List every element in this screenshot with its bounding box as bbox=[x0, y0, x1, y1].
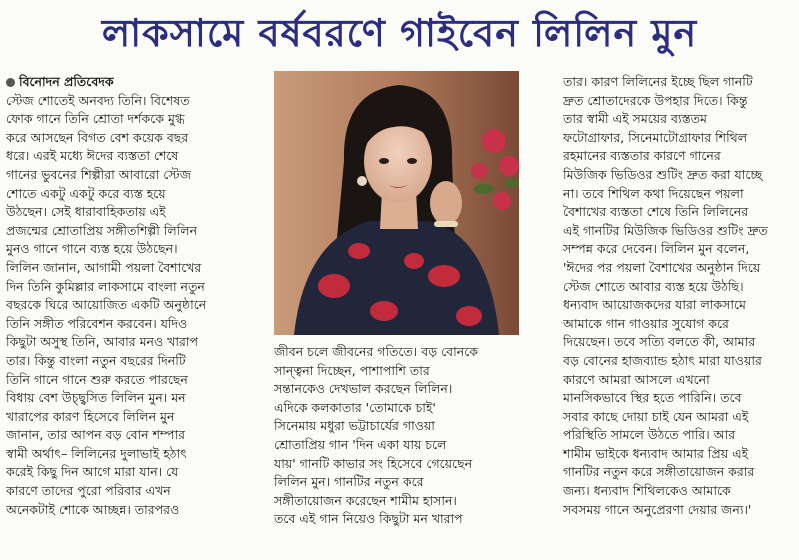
byline bbox=[6, 73, 268, 92]
text-line: শোতে একটু একটু করে ব্যস্ত হয়ে bbox=[6, 185, 166, 201]
byline-label: বিনোদন প্রতিবেদক bbox=[19, 74, 114, 89]
text-line: তিনি গানে গানে শুরু করতে পারছেন bbox=[6, 371, 188, 387]
text-line: ফোক গানে তিনি শ্রোতা দর্শককে মুগ্ধ bbox=[6, 111, 185, 127]
text-line: স্বামী অর্থাৎ– লিলিনের দুলাভাই হঠাৎ bbox=[6, 445, 187, 461]
text-line: স্টেজ শোতেই অনবদ্য তিনি। বিশেষত bbox=[6, 92, 190, 108]
text-line: দিন তিনি কুমিল্লার লাকসামে বাংলা নতুন bbox=[6, 278, 205, 294]
headline: লাকসামে বর্ষবরণে গাইবেন লিলিন মুন bbox=[101, 11, 698, 55]
text-line: তিনি সঙ্গীত পরিবেশন করবেন। যদিও bbox=[6, 315, 188, 331]
text-line: 'ঈদের পর পয়লা বৈশাখের অনুষ্ঠান দিয়ে bbox=[563, 259, 761, 275]
text-line: জন্য। ধন্যবাদ শিথিলকেও আমাকে bbox=[563, 483, 731, 499]
text-line: তার। কারণ লিলিনের ইচ্ছে ছিল গানটি bbox=[563, 74, 753, 89]
text-line: ধন্যবাদ আয়োজকদের যারা লাকসামে bbox=[563, 297, 747, 313]
text-line: এদিকে কলকাতার 'তোমাকে চাই' bbox=[274, 399, 436, 415]
text-line: সান্ত্বনা দিচ্ছেন, পাশাপাশি তার bbox=[274, 362, 430, 378]
text-line: রহমানের ব্যস্ততার কারণে গানের bbox=[563, 148, 721, 164]
text-line: এই গানটির মিউজিক ভিডিওর শুটিং দ্রুত bbox=[563, 222, 768, 238]
text-line: যায়' গানটি কাভার সং হিসেবে গেয়েছেন bbox=[274, 455, 473, 471]
text-line: শামীম ভাইকে ধন্যবাদ আমার প্রিয় এই bbox=[563, 445, 749, 461]
text-line: জীবন চলে জীবনের গতিতে। বড় বোনকে bbox=[274, 344, 478, 359]
text-line: জানান, তার আপন বড় বোন শম্পার bbox=[6, 427, 185, 443]
text-line: বড় বোনের হাজব্যান্ড হঠাৎ মারা যাওয়ার bbox=[563, 352, 762, 368]
text-line: সবার কাছে দোয়া চাই যেন আমরা এই bbox=[563, 408, 749, 424]
text-line: না। তবে শিথিল কথা দিয়েছেন পয়লা bbox=[563, 185, 744, 201]
text-line: শ্রোতাপ্রিয় গান 'দিন একা যায় চলে bbox=[274, 436, 447, 452]
article-column-3 bbox=[563, 73, 795, 519]
text-line: করেই কিছু দিন আগে মারা যান। যে bbox=[6, 464, 179, 480]
article-column-1 bbox=[6, 73, 268, 519]
text-line: কিছুটা অসুস্থ তিনি, আবার মনও খারাপ bbox=[6, 334, 198, 350]
singer-photo bbox=[274, 71, 519, 335]
text-line: লিলিন মুন। গানটির নতুন করে bbox=[274, 474, 424, 490]
text-line: দিয়েছেন। তবে সত্যি বলতে কী, আমার bbox=[563, 334, 756, 350]
text-line: আমাকে গান গাওয়ার সুযোগ করে bbox=[563, 315, 729, 331]
text-line: অনেকটাই শোকে আচ্ছন্ন। তারপরও bbox=[6, 501, 180, 517]
text-line: ফটোগ্রাফার, সিনেমাটোগ্রাফার শিথিল bbox=[563, 129, 748, 145]
text-line: সিনেমায় মধুরা ভট্টাচার্যের গাওয়া bbox=[274, 418, 435, 434]
text-line: খারাপের কারণ হিসেবে লিলিন মুন bbox=[6, 408, 175, 424]
text-line: কারণে তাদের পুরো পরিবার এখন bbox=[6, 483, 171, 499]
text-line: তবে এই গান নিয়েও কিছুটা মন খারাপ bbox=[274, 511, 463, 527]
text-line: মানসিকভাবে স্থির হতে পারিনি। তবে bbox=[563, 390, 742, 406]
text-line: লিলিন জানান, আগামী পয়লা বৈশাখের bbox=[6, 259, 202, 275]
text-line: করে আসছেন বিগত বেশ কয়েক বছর bbox=[6, 129, 189, 145]
text-line: বিধায় বেশ উচ্ছ্বসিত লিলিন মুন। মন bbox=[6, 390, 186, 406]
text-line: মুনও গানে গানে ব্যস্ত হয়ে উঠছেন। bbox=[6, 241, 178, 257]
text-line: সবসময় গানে অনুপ্রেরণা দেয়ার জন্য।' bbox=[563, 501, 752, 517]
text-line: গানটির নতুন করে সঙ্গীতায়োজন করার bbox=[563, 464, 755, 480]
text-line: সন্তানকেও দেখভাল করছেন লিলিন। bbox=[274, 381, 453, 397]
text-line: বৈশাখের ব্যস্ততা শেষে তিনি লিলিনের bbox=[563, 204, 749, 220]
text-line: গানের ভুবনের শিল্পীরা আবারো স্টেজ bbox=[6, 166, 191, 182]
text-line: তার স্বামী এই সময়ের ব্যস্ততম bbox=[563, 111, 707, 127]
text-line: সম্পন্ন করে দেবেন। লিলিন মুন বলেন, bbox=[563, 241, 750, 257]
text-line: উঠছেন। সেই ধারাবাহিকতায় এই bbox=[6, 204, 166, 220]
text-line: পরিস্থিতি সামলে উঠতে পারি। আর bbox=[563, 427, 736, 443]
text-line: ধরে। এরই মধ্যে ঈদের ব্যস্ততা শেষে bbox=[6, 148, 179, 164]
text-line: বছরকে ঘিরে আয়োজিত একটি অনুষ্ঠানে bbox=[6, 297, 207, 313]
text-line: তার। কিন্তু বাংলা নতুন বছরের দিনটি bbox=[6, 352, 186, 368]
text-line: প্রজন্মের শ্রোতাপ্রিয় সঙ্গীতশিল্পী লিলিন bbox=[6, 222, 198, 238]
text-line: কারণে আমরা আসলে এখনো bbox=[563, 371, 710, 387]
bullet-icon bbox=[6, 78, 15, 87]
text-line: সঙ্গীতায়োজন করেছেন শামীম হাসান। bbox=[274, 492, 457, 508]
text-line: মিউজিক ভিডিওর শুটিং দ্রুত করা যাচ্ছে bbox=[563, 166, 763, 182]
text-line: দ্রুত শ্রোতাদেরকে উপহার দিতে। কিন্তু bbox=[563, 92, 748, 108]
text-line: স্টেজ শোতে আবার ব্যস্ত হয়ে উঠছি। bbox=[563, 278, 744, 294]
article-column-2 bbox=[274, 343, 519, 529]
